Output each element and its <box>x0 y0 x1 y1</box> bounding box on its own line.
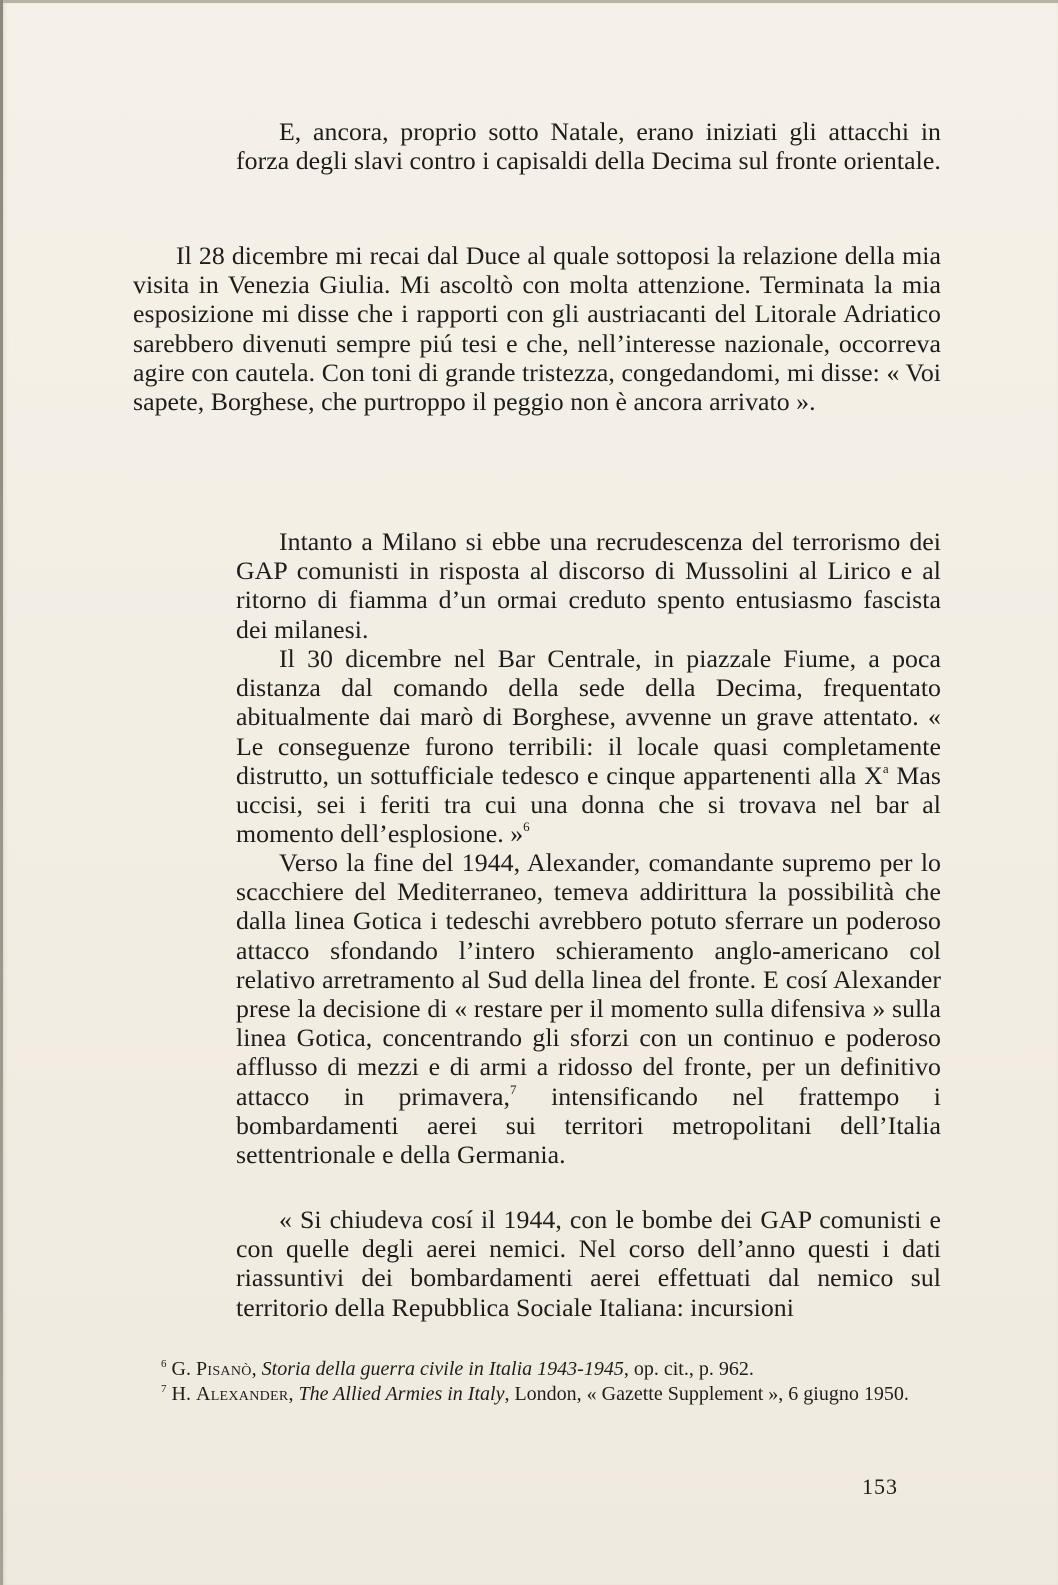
footnote-6 <box>133 1357 943 1382</box>
paragraph-1: E, ancora, proprio sotto Natale, erano iniziati gli attacchi in forza degli slavi contro i capisaldi della Decima sul fronte orientale. <box>236 117 941 176</box>
paragraph-4 <box>236 644 941 848</box>
footnote-ref-7: 7 <box>510 1081 517 1097</box>
page-number: 153 <box>862 1474 898 1499</box>
paragraph-5-text-a: Verso la fine del 1944, Alexander, comandante supremo per lo scacchiere del Mediterraneo, temeva addirittura la possibilità che dalla linea Gotica i tedeschi avrebbero potuto sferrare un poderoso attacco sfondando l’intero schieramento anglo-americano col relativo arretramento al Sud della linea del fronte. E cosí Alexander prese la decisione di « restare per il momento sulla difensiva » sulla linea Gotica, concentrando gli sforzi con un continuo e poderoso afflusso di mezzi e di armi a ridosso del fronte, per un definitivo attacco in primavera, <box>236 848 941 1111</box>
footnote-title: Storia della guerra civile in Italia 1943-1945 <box>261 1358 624 1380</box>
footnote-separator: , <box>288 1382 299 1405</box>
footnote-author-initial: H. <box>171 1382 196 1405</box>
footnote-title: The Allied Armies in Italy <box>298 1382 505 1405</box>
footnote-author-initial: G. <box>171 1358 196 1380</box>
paragraph-4-text-b: Mas uccisi, sei i feriti tra cui una donna che si trovava nel bar al momento dell’esplosione. » <box>236 760 941 849</box>
page-binding-edge <box>0 0 3 1585</box>
ordinal-superscript: a <box>882 760 889 776</box>
footnote-7 <box>133 1382 943 1407</box>
paragraph-5 <box>236 848 941 1169</box>
paragraph-6: « Si chiudeva cosí il 1944, con le bombe dei GAP comunisti e con quelle degli aerei nemici. Nel corso dell’anno questi i dati riassuntivi dei bombardamenti aerei effettuati dal nemico sul territorio della Repubblica Sociale Italiana: incursioni <box>236 1205 941 1322</box>
footnotes <box>133 1357 943 1406</box>
footnote-ref-6: 6 <box>523 819 530 835</box>
paragraph-2: Il 28 dicembre mi recai dal Duce al quale sottoposi la relazione della mia visita in Venezia Giulia. Mi ascoltò con molta attenzione. Terminata la mia esposizione mi disse che i rapporti con gli austriacanti del Litorale Adriatico sarebbero divenuti sempre piú tesi e che, nell’interesse nazionale, occorreva agire con cautela. Con toni di grande tristezza, congedandomi, mi disse: « Voi sapete, Borghese, che purtroppo il peggio non è ancora arrivato ». <box>133 241 941 417</box>
footnote-number: 7 <box>161 1382 167 1395</box>
footnote-author: Pisanò <box>195 1358 252 1380</box>
paragraph-5-text-b: intensificando nel frattempo i bombardamenti aerei sui territori metropolitani dell’Italia settentrionale e della Germania. <box>236 1081 941 1170</box>
paragraph-4-text-a: Il 30 dicembre nel Bar Centrale, in piazzale Fiume, a poca distanza dal comando della sede della Decima, frequentato abitualmente dai marò di Borghese, avvenne un grave attentato. « Le conseguenze furono terribili: il locale quasi completamente distrutto, un sottufficiale tedesco e cinque appartenenti alla X <box>236 644 941 790</box>
paragraph-3: Intanto a Milano si ebbe una recrudescenza del terrorismo dei GAP comunisti in risposta al discorso di Mussolini al Lirico e al ritorno di fiamma d’un ormai creduto spento entusiasmo fascista dei milanesi. <box>236 527 941 644</box>
footnote-author: Alexander <box>195 1382 289 1405</box>
footnote-citation: , op. cit., p. 962. <box>623 1358 754 1380</box>
footnote-separator: , <box>251 1358 262 1380</box>
page-top-edge <box>0 0 1058 3</box>
footnote-number: 6 <box>161 1358 167 1370</box>
footnote-citation: , London, « Gazette Supplement », 6 giugno 1950. <box>504 1382 909 1405</box>
